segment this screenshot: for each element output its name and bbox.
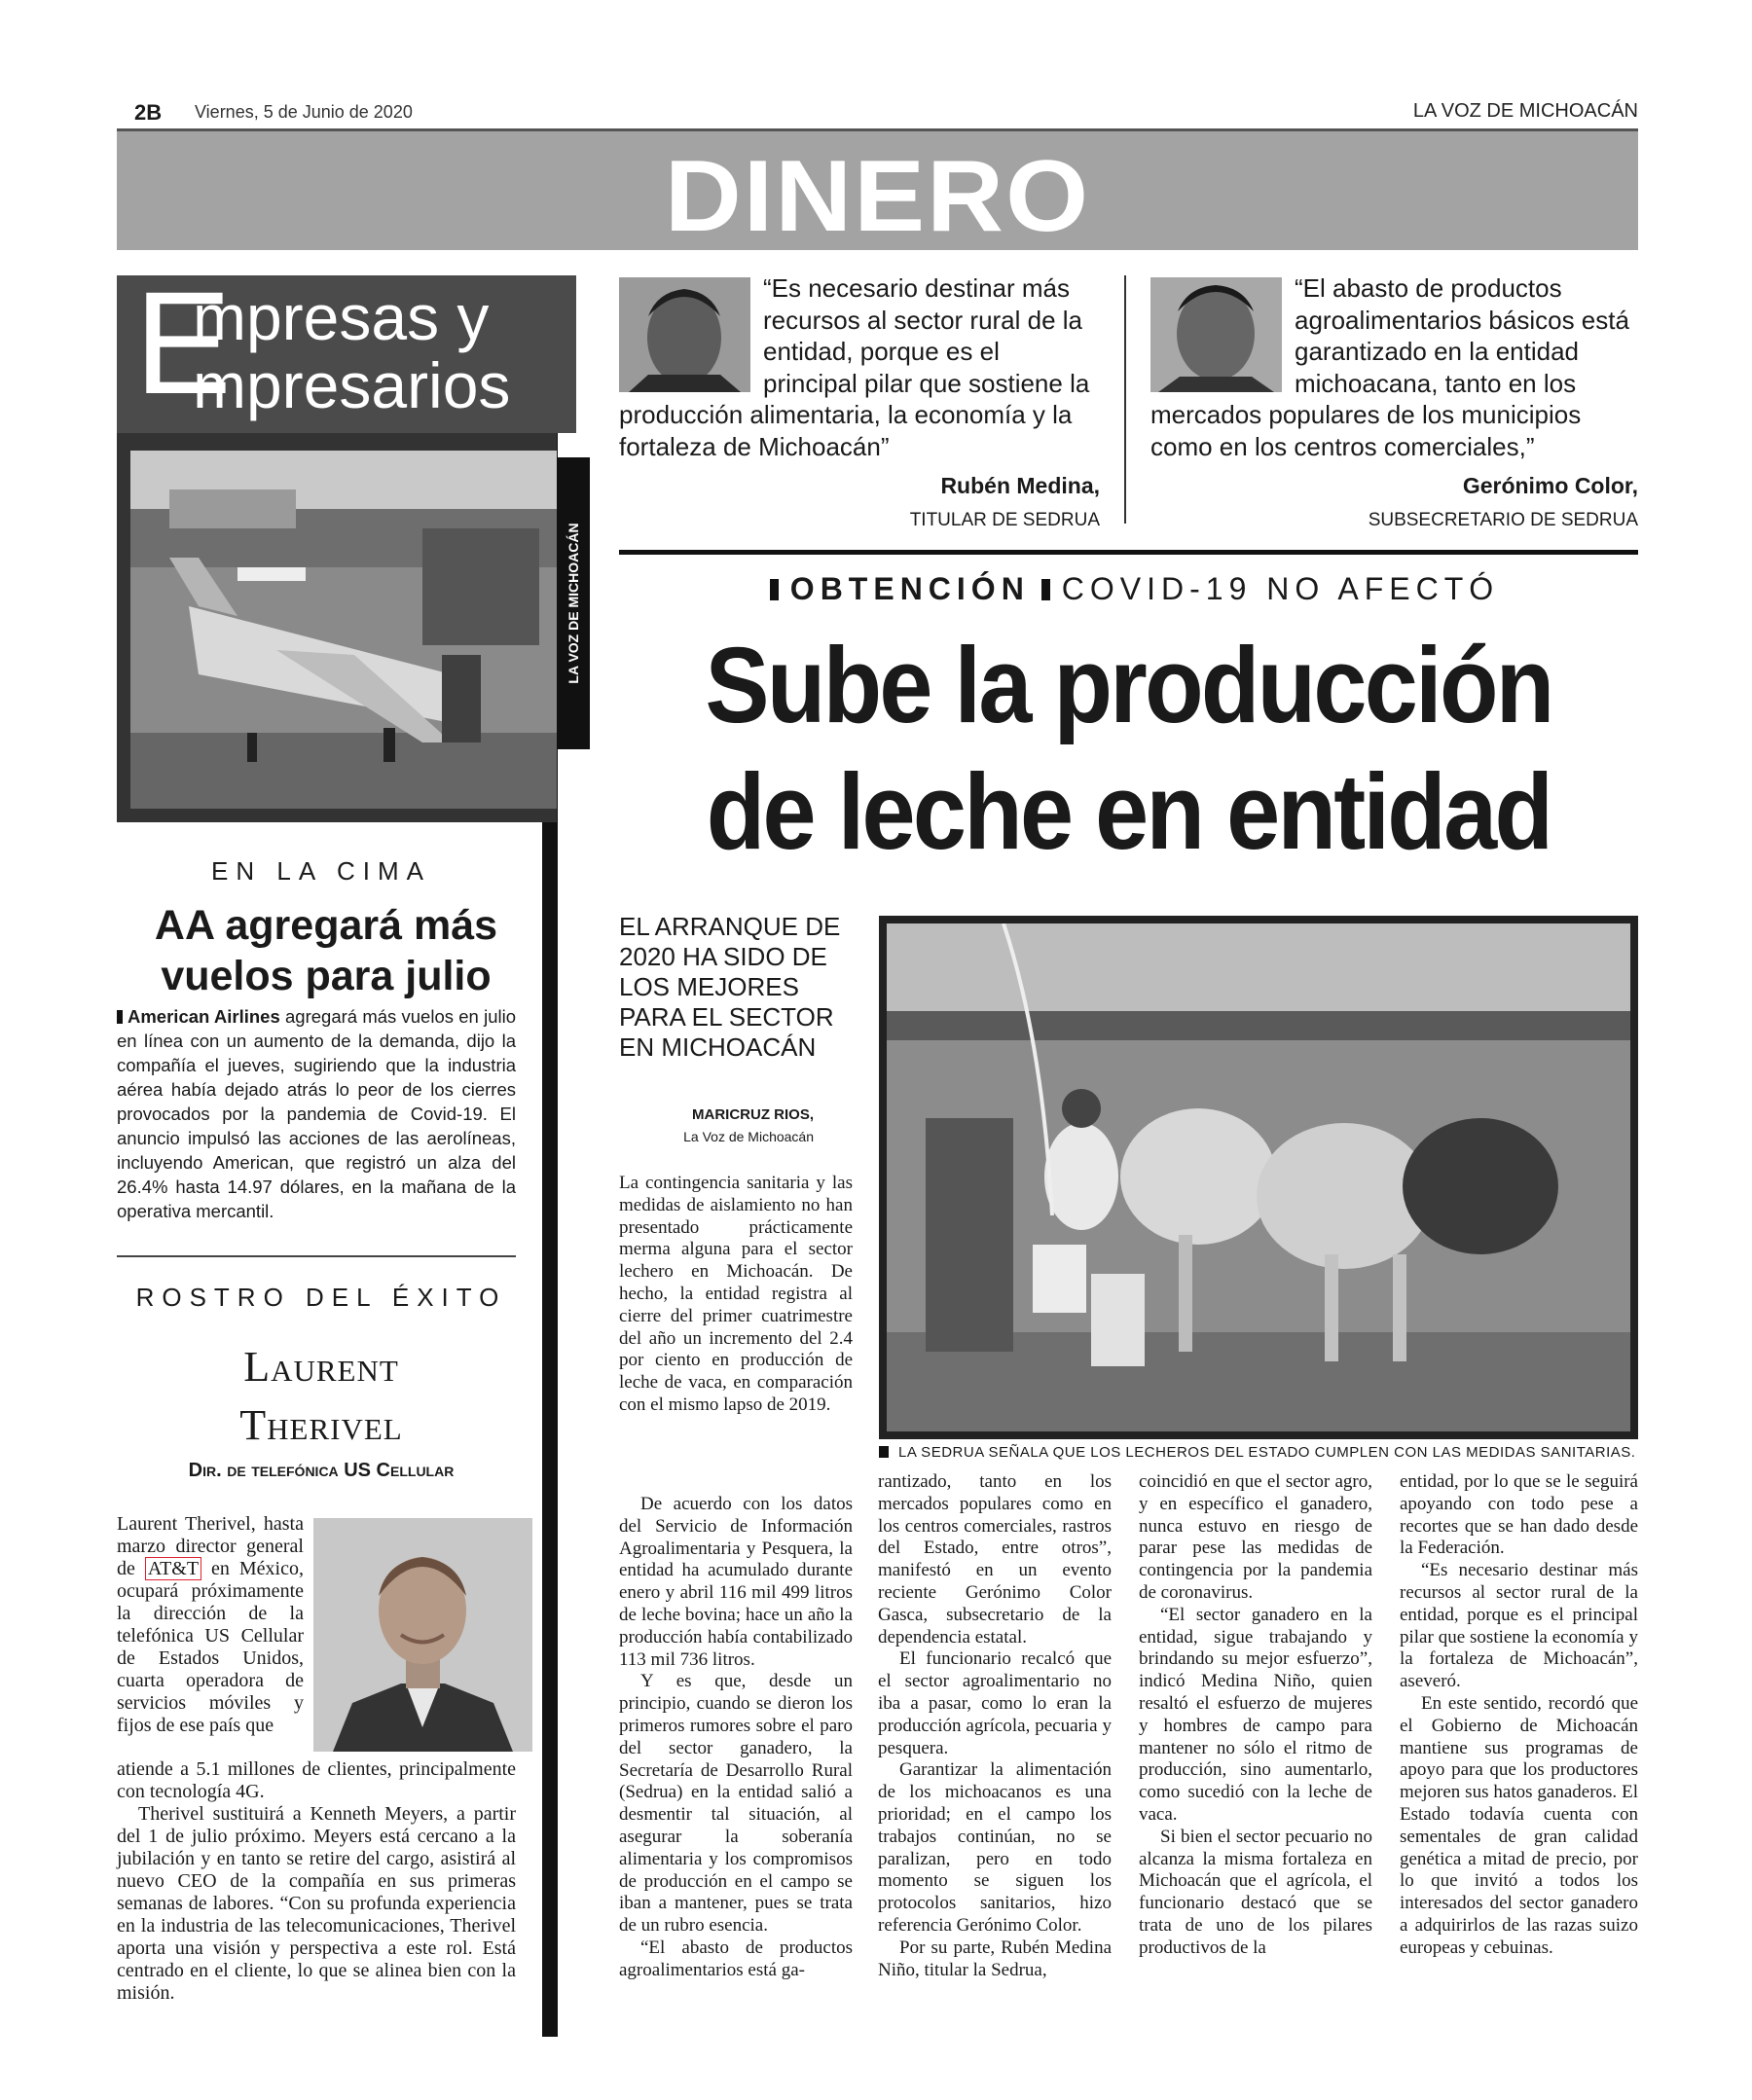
aa-body [117, 1004, 516, 1223]
profile-name-line-2: Therivel [239, 1401, 403, 1449]
quote-divider [1124, 275, 1126, 524]
photo-caption-text: LA SEDRUA SEÑALA QUE LOS LECHEROS DEL ESTADO CUMPLEN CON LAS MEDIDAS SANITARIAS. [898, 1444, 1636, 1461]
spacer [1150, 272, 1295, 397]
story-paragraph: Garantizar la alimentación de los michoacanos es una prioridad; en el campo los trabajos continúan, no se paralizan, pero en todo momento se siguen los protocolos sanitarios, hizo referencia Gerónimo Color. [878, 1759, 1112, 1936]
bullet-icon [117, 1010, 123, 1024]
quote-color-role: SUBSECRETARIO DE SEDRUA [1368, 510, 1638, 530]
story-paragraph: De acuerdo con los datos del Servicio de Información Agroalimentaria y Pesquera, la entidad ha acumulado durante enero y abril 116 mil 499 litros de leche bovina; hace un año la producción había contabilizado 113 mil 736 litros. [619, 1494, 853, 1670]
story-paragraph: rantizado, tanto en los mercados populares como en los centros comerciales, rastros del Estado, entre otros”, manifestó en un evento reciente Gerónimo Color Gasca, subsecretario de la dependencia estatal. [878, 1471, 1112, 1647]
brand-initial: E [134, 261, 233, 424]
quote-color-text: “El abasto de productos agroalimentarios básicos está garantizado en la entidad michoacana, tanto en los mercados populares de los municipios como en los centros comerciales,” [1150, 273, 1629, 461]
page-number: 2B [134, 100, 163, 125]
profile-text-second [117, 1758, 516, 2005]
aa-headline: AA agregará más vuelos para julio [154, 902, 498, 999]
airport-photo [117, 433, 557, 822]
story-paragraph: entidad, por lo que se le seguirá apoyando con todo pese a recortes que se han dado desde la Federación. [1400, 1471, 1638, 1559]
profile-text-first [117, 1513, 304, 1737]
main-kicker [619, 571, 1638, 607]
bar-icon [770, 579, 779, 600]
column-brand-box [117, 261, 576, 433]
quote-medina-text: “Es necesario destinar más recursos al sector rural de la entidad, porque es el principal pilar que sostiene la producción alimentaria, la economía y la fortaleza de Michoacán” [619, 273, 1090, 461]
story-paragraph: coincidió en que el sector agro, y en específico el ganadero, nunca estuvo en riesgo de parar pese las medidas de contingencia por la pandemia de coronavirus. [1139, 1471, 1372, 1603]
story-paragraph: El funcionario recalcó que el sector agroalimentario no iba a pasar, como lo eran la producción agrícola, pecuaria y pesquera. [878, 1648, 1112, 1758]
quote-medina [619, 272, 1098, 462]
profile-portrait [313, 1518, 532, 1752]
bar-icon [1041, 579, 1050, 600]
byline-author: MARICRUZ RIOS, [692, 1106, 814, 1123]
story-paragraph: Si bien el sector pecuario no alcanza la misma fortaleza en Michoacán que el agrícola, el funcionario destacó que se trata de uno de los pilares productivos de la [1139, 1826, 1372, 1958]
issue-date: Viernes, 5 de Junio de 2020 [195, 102, 413, 122]
headline-rule [619, 550, 1638, 555]
aa-body-text: agregará más vuelos en julio en línea con un aumento de la demanda, dijo la compañía el jueves, sugiriendo que la industria aérea había dejado atrás lo peor de los cierres provocados por la pandemia de Covid-19. El anuncio impulsó las acciones de las aerolíneas, incluyendo American, que registró un alza del 26.4% hasta 14.97 dólares, en la mañana de la operativa mercantil. [117, 1006, 516, 1221]
person-portrait-image [313, 1518, 532, 1752]
story-column-3 [1139, 1471, 1372, 1960]
main-kicker-rest: COVID-19 NO AFECTÓ [1061, 571, 1500, 606]
main-headline-line-1: Sube la producción [705, 626, 1552, 745]
story-column-4 [1400, 1471, 1638, 1960]
photo-caption [879, 1444, 1638, 1461]
quote-medina-role: TITULAR DE SEDRUA [909, 510, 1100, 530]
story-column-2 [878, 1471, 1112, 1981]
profile-text-paragraph: Therivel sustituirá a Kenneth Meyers, a partir del 1 de julio próximo. Meyers está cercano a la jubilación y en tanto se retire del cargo, asistirá al nuevo CEO de la compañía en sus primeras semanas de labores. “Con su profunda experiencia en la industria de las telecomunicaciones, Therivel aporta una visión y perspectiva a este rol. Está centrado en el cliente, lo que se alinea bien con la misión. [117, 1803, 516, 2004]
main-headline [670, 623, 1587, 876]
section-banner [117, 128, 1638, 253]
profile-kicker: ROSTRO DEL ÉXITO [135, 1283, 507, 1312]
bar-icon [879, 1446, 889, 1458]
spacer [619, 272, 763, 397]
aa-kicker: EN LA CIMA [211, 856, 431, 886]
airplane-image [130, 451, 557, 822]
profile-name-line-1: Laurent [243, 1343, 399, 1391]
byline-outlet: La Voz de Michoacán [683, 1129, 814, 1144]
story-paragraph: Por su parte, Rubén Medina Niño, titular la Sedrua, [878, 1937, 1112, 1980]
quote-color-author: Gerónimo Color, [1462, 473, 1638, 498]
story-column-1 [619, 1494, 853, 1982]
dairy-farm-image [887, 923, 1630, 1431]
profile-text-part: Laurent Therivel, hasta marzo director general de [117, 1513, 304, 1579]
story-paragraph: La contingencia sanitaria y las medidas de aislamiento no han presentado prácticamente merma alguna para el sector lechero en Michoacán. De hecho, la entidad registra al cierre del primer cuatrimestre del año un incremento del 2.4 por ciento en producción de leche de vaca, en comparación con el mismo lapso de 2019. [619, 1173, 853, 1415]
main-kicker-bold: OBTENCIÓN [789, 571, 1030, 606]
dairy-photo [879, 916, 1638, 1439]
photo-credit-tab [557, 457, 590, 749]
story-paragraph: “El abasto de productos agroalimentarios está ga- [619, 1937, 853, 1980]
quote-color [1150, 272, 1637, 462]
profile-text-part: en México, ocupará próximamente la dirección de la telefónica US Cellular de Estados Unidos, cuarta operadora de servicios móviles y fijos de ese país que [117, 1558, 304, 1736]
profile-role: Dir. de telefónica US Cellular [188, 1460, 455, 1481]
aa-lead: American Airlines [128, 1006, 280, 1027]
brand-line-2: mpresarios [193, 349, 511, 421]
story-paragraph: “El sector ganadero en la entidad, sigue trabajando y brindando su mejor esfuerzo”, indicó Medina Niño, quien resaltó el esfuerzo de mujeres y hombres de campo para mantener no sólo el ritmo de producción, sino aumentarlo, como sucedió con la leche de vaca. [1139, 1604, 1372, 1825]
story-paragraph: En este sentido, recordó que el Gobierno de Michoacán mantiene sus programas de apoyo para que los productores mejoren sus hatos ganaderos. El Estado todavía cuenta con sementales de gran calidad genética a mitad de precio, por lo que invitó a todos los interesados del sector ganadero a adquirirlos de las razas suizo europeas y cebuinas. [1400, 1692, 1638, 1958]
story-paragraph: Y es que, desde un principio, cuando se dieron los primeros rumores sobre el paro del sector ganadero, la Secretaría de Desarrollo Rural (Sedrua) en la entidad salió a desmentir tal situación, al asegurar la soberanía alimentaria y los compromisos de producción en el campo se iban a mantener, pues se trata de un rubro esencia. [619, 1671, 853, 1937]
story-paragraph: “Es necesario destinar más recursos al sector rural de la entidad, porque es el principal pilar que sostiene la economía y la fortaleza de Michoacán”, aseveró. [1400, 1560, 1638, 1692]
profile-text-continued: atiende a 5.1 millones de clientes, principalmente con tecnología 4G. [117, 1758, 516, 1802]
main-deck: EL ARRANQUE DE 2020 HA SIDO DE LOS MEJORES PARA EL SECTOR EN MICHOACÁN [619, 912, 841, 1062]
story-column-1-top [619, 1173, 853, 1417]
newspaper-name: LA VOZ DE MICHOACÁN [1412, 100, 1638, 122]
brand-line-1: mpresas y [193, 281, 490, 353]
section-title: DINERO [664, 140, 1091, 253]
photo-credit: LA VOZ DE MICHOACÁN [566, 523, 581, 684]
main-headline-line-2: de leche en entidad [706, 752, 1551, 872]
profile-name [117, 1338, 526, 1455]
att-link[interactable]: AT&T [145, 1557, 201, 1580]
quote-medina-author: Rubén Medina, [940, 473, 1100, 498]
divider [117, 1255, 516, 1257]
